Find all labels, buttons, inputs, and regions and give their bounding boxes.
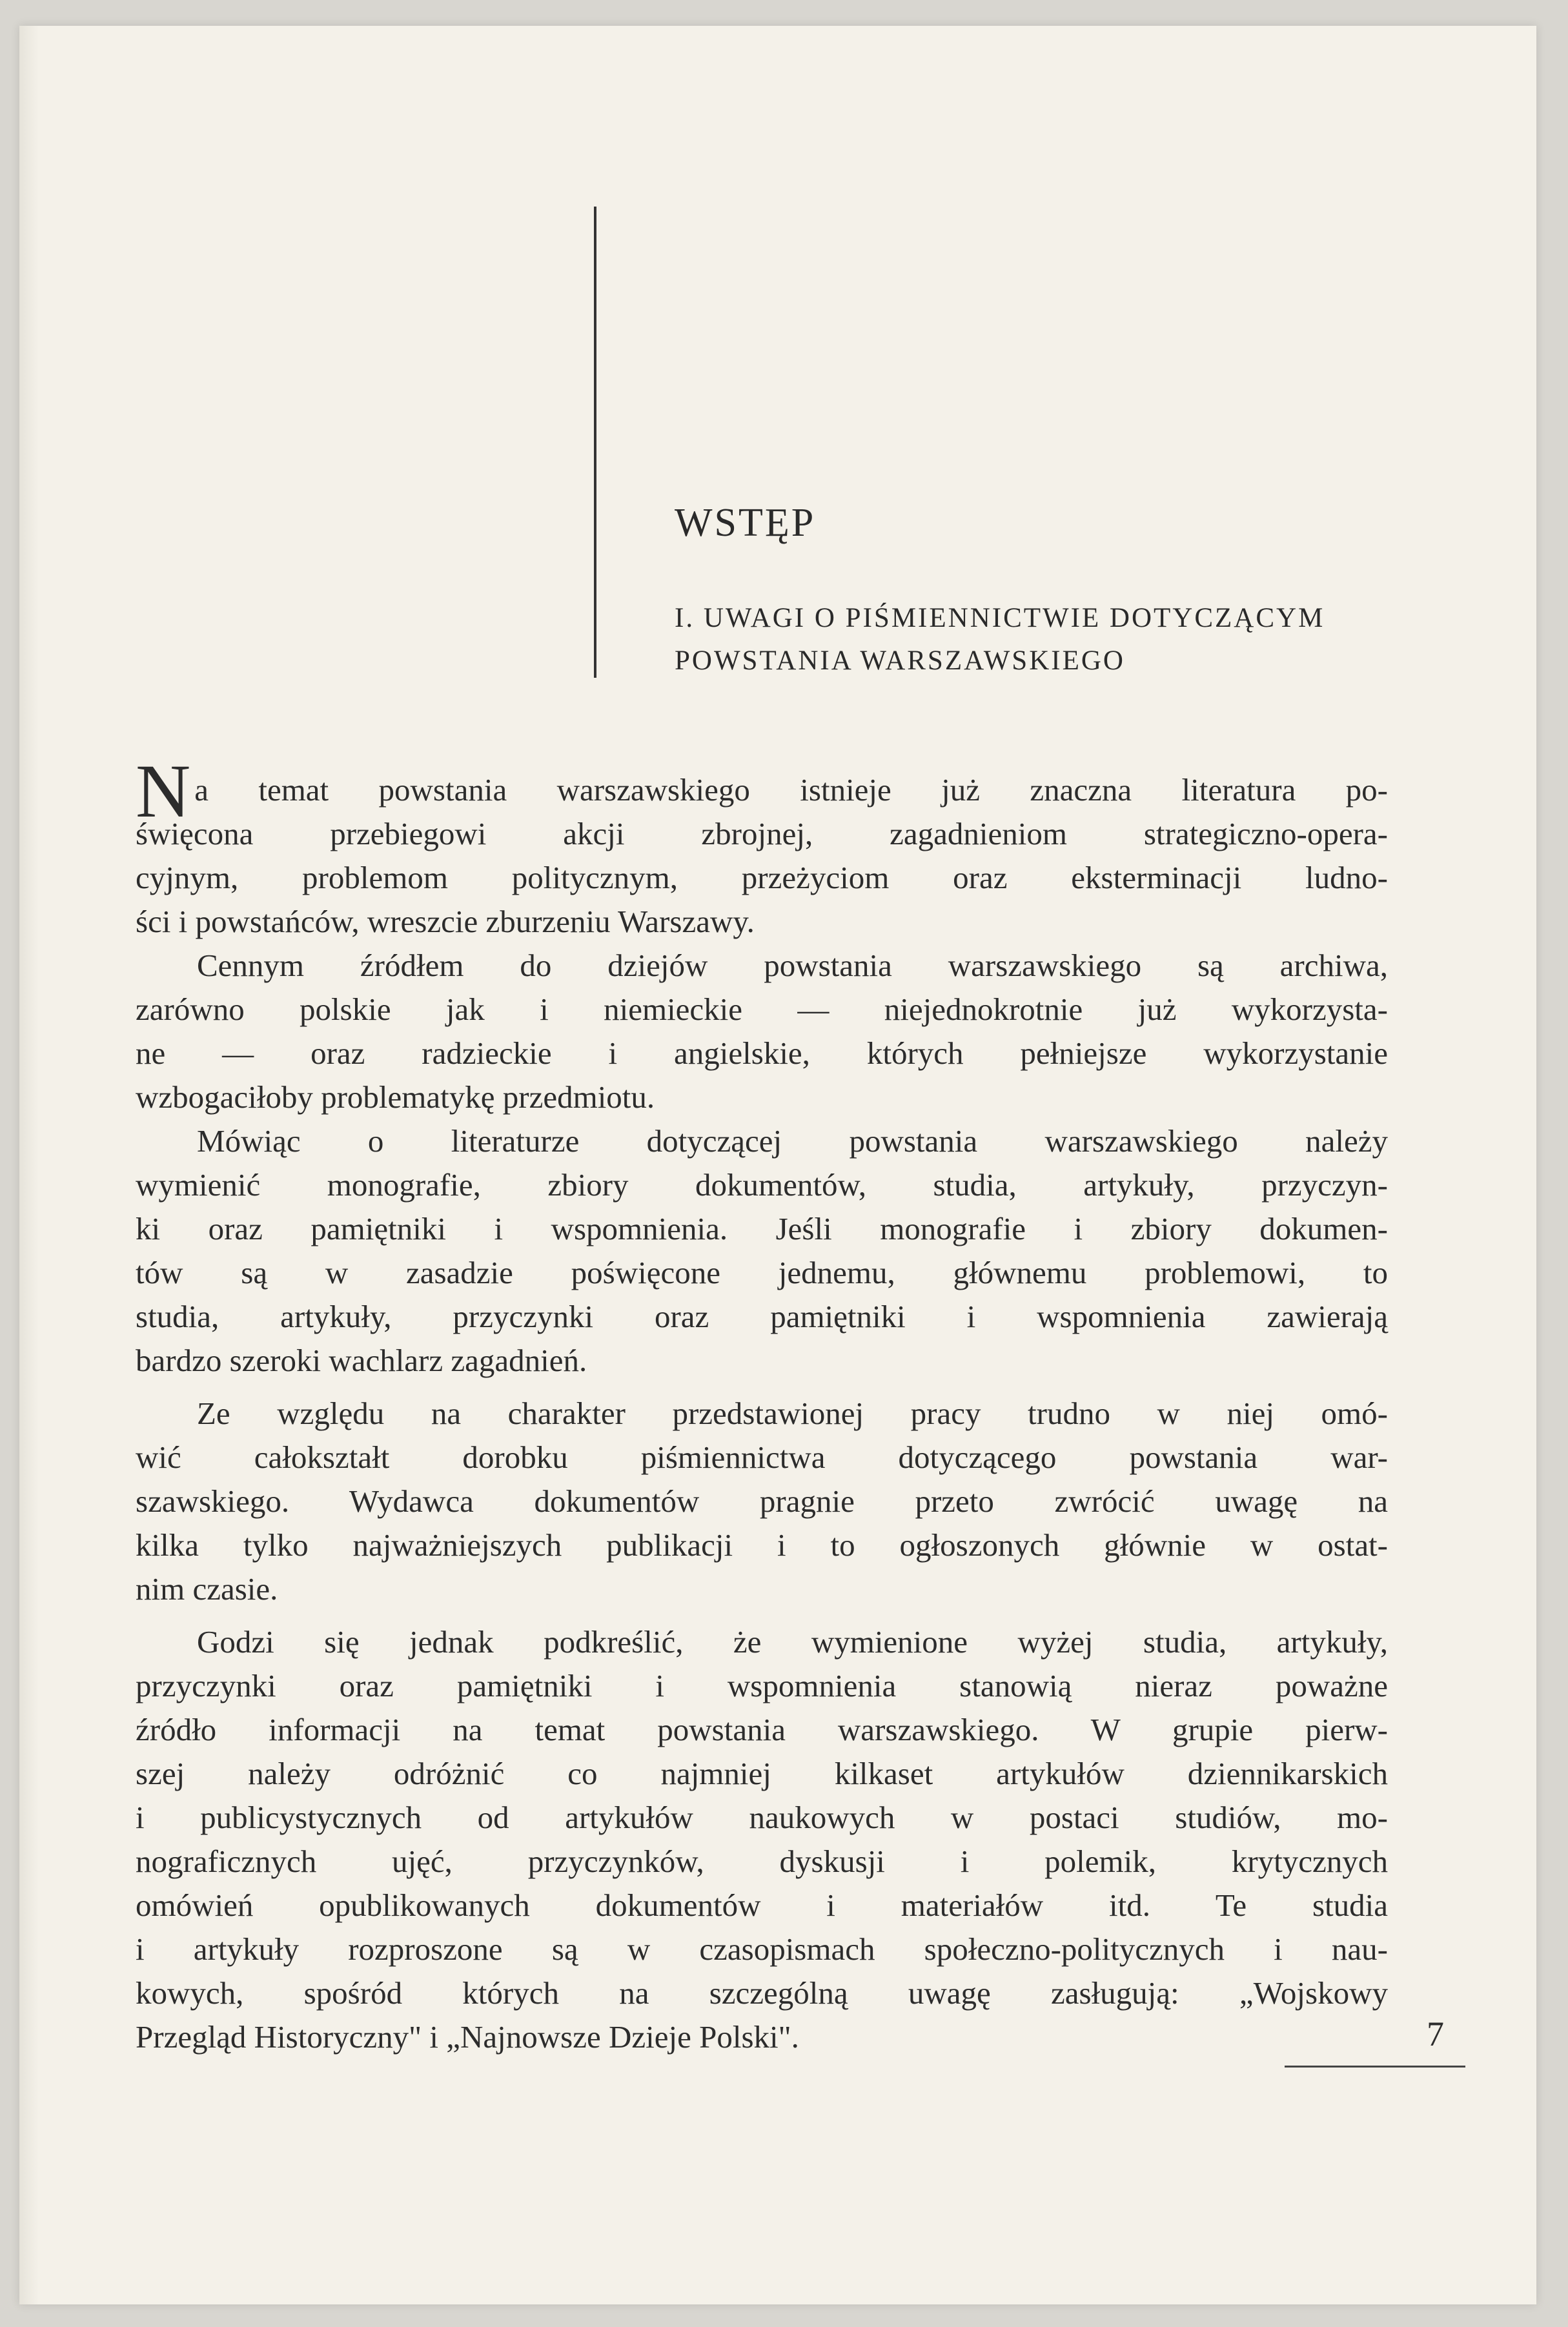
text-line: Przegląd Historyczny" i „Najnowsze Dzieje Polski". (136, 2019, 799, 2055)
body-text (136, 749, 1388, 2059)
text-line: Mówiąc o literaturze dotyczącej powstania warszawskiego należy (197, 1123, 1388, 1159)
paragraph-1 (136, 749, 1388, 944)
footer-rule (1285, 2066, 1465, 2068)
text-line: cyjnym, problemom politycznym, przeżyciom oraz eksterminacji ludno- (136, 860, 1388, 895)
text-line: ne — oraz radzieckie i angielskie, których pełniejsze wykorzystanie (136, 1035, 1388, 1071)
page-number: 7 (1427, 2015, 1444, 2053)
paragraph-5 (136, 1620, 1388, 2059)
paragraph-2 (136, 944, 1388, 1119)
subheading-line: I. UWAGI O PIŚMIENNICTWIE DOTYCZĄCYM (675, 603, 1325, 633)
text-line: studia, artykuły, przyczynki oraz pamiętniki i wspomnienia zawierają (136, 1299, 1388, 1334)
text-line: wymienić monografie, zbiory dokumentów, studia, artykuły, przyczyn- (136, 1167, 1388, 1203)
text-line: przyczynki oraz pamiętniki i wspomnienia stanowią nieraz poważne (136, 1668, 1388, 1703)
text-line: ści i powstańców, wreszcie zburzeniu Warszawy. (136, 904, 755, 939)
paragraph-gap (136, 1383, 1388, 1392)
text-line: szej należy odróżnić co najmniej kilkaset artykułów dziennikarskich (136, 1756, 1388, 1791)
section-subheading (675, 597, 1410, 682)
heading-vertical-rule (594, 207, 596, 678)
text-line: kowych, spośród których na szczególną uwagę zasługują: „Wojskowy (136, 1975, 1388, 2011)
book-page (19, 26, 1536, 2304)
text-line: Ze względu na charakter przedstawionej pracy trudno w niej omó- (197, 1396, 1388, 1431)
subheading-line: POWSTANIA WARSZAWSKIEGO (675, 645, 1125, 676)
text-line: kilka tylko najważniejszych publikacji i to ogłoszonych głównie w ostat- (136, 1527, 1388, 1563)
text-line: szawskiego. Wydawca dokumentów pragnie przeto zwrócić uwagę na (136, 1483, 1388, 1519)
drop-cap-letter: N (136, 749, 191, 833)
text-line: a temat powstania warszawskiego istnieje już znaczna literatura po- (194, 772, 1388, 808)
text-line: święcona przebiegowi akcji zbrojnej, zagadnieniom strategiczno-opera- (136, 816, 1388, 851)
text-line: wić całokształt dorobku piśmiennictwa dotyczącego powstania war- (136, 1439, 1388, 1475)
text-line: nograficznych ujęć, przyczynków, dyskusji i polemik, krytycznych (136, 1844, 1388, 1879)
text-line: omówień opublikowanych dokumentów i materiałów itd. Te studia (136, 1887, 1388, 1923)
paragraph-4 (136, 1392, 1388, 1611)
text-line: Cennym źródłem do dziejów powstania warszawskiego są archiwa, (197, 948, 1388, 983)
text-line: i publicystycznych od artykułów naukowych w postaci studiów, mo- (136, 1800, 1388, 1835)
paragraph-gap (136, 1611, 1388, 1620)
page-gutter-shadow (19, 26, 39, 2304)
text-line: ki oraz pamiętniki i wspomnienia. Jeśli monografie i zbiory dokumen- (136, 1211, 1388, 1246)
text-line: tów są w zasadzie poświęcone jednemu, głównemu problemowi, to (136, 1255, 1388, 1290)
chapter-heading: WSTĘP (675, 501, 816, 545)
text-line: źródło informacji na temat powstania warszawskiego. W grupie pierw- (136, 1712, 1388, 1747)
text-line: wzbogaciłoby problematykę przedmiotu. (136, 1079, 655, 1115)
paragraph-3 (136, 1119, 1388, 1383)
text-line: i artykuły rozproszone są w czasopismach społeczno-politycznych i nau- (136, 1931, 1388, 1967)
text-line: bardzo szeroki wachlarz zagadnień. (136, 1343, 587, 1378)
text-line: Godzi się jednak podkreślić, że wymienione wyżej studia, artykuły, (197, 1624, 1388, 1660)
text-line: nim czasie. (136, 1571, 278, 1607)
text-line: zarówno polskie jak i niemieckie — niejednokrotnie już wykorzysta- (136, 991, 1388, 1027)
